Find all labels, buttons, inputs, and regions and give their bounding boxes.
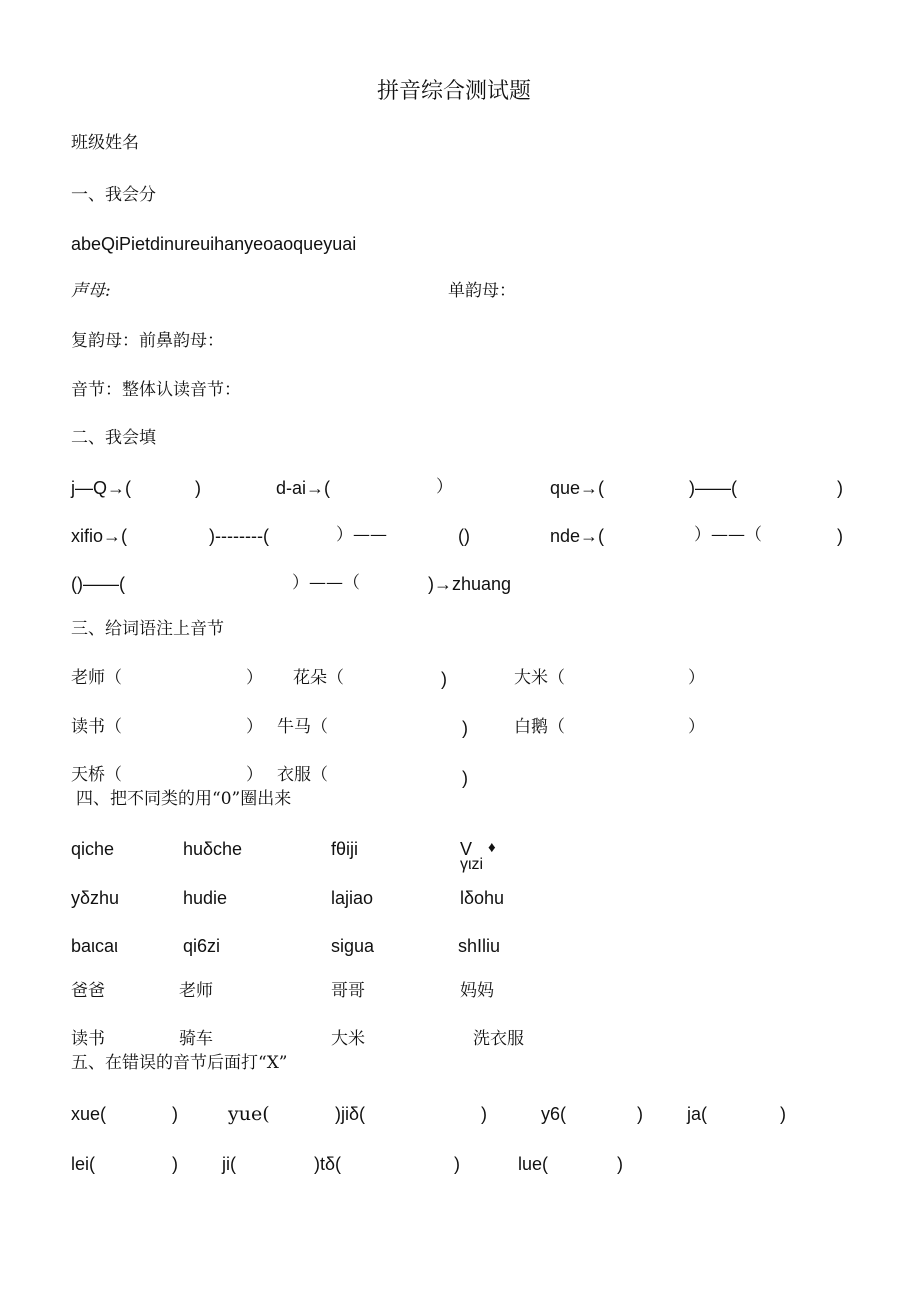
fill-item: ） — [436, 477, 453, 497]
word-item: 洗衣服 — [473, 1029, 524, 1049]
word-item: 爸爸 — [71, 981, 105, 1001]
syllable-item: lue( — [518, 1154, 549, 1174]
fuyunmu-label: 复韵母：前鼻韵母： — [71, 331, 224, 351]
page-title: 拼音综合测试题 — [377, 79, 532, 104]
syllable-item: xue( — [71, 1104, 107, 1124]
pinyin-item: γιzi — [460, 856, 484, 873]
fill-item: que→( — [550, 478, 605, 498]
syllable-item: lei( — [71, 1154, 96, 1174]
word-item: ） — [246, 717, 263, 737]
word-item: 读书（ — [71, 717, 122, 737]
word-item: 大米（ — [514, 668, 565, 688]
word-item: 哥哥 — [331, 981, 365, 1001]
section4-heading: 四、把不同类的用“0”圈出来 — [76, 789, 292, 809]
fill-item: () — [458, 526, 470, 546]
pinyin-item: huδche — [183, 839, 243, 859]
pinyin-item: baιcaι — [71, 936, 119, 956]
syllable-item: ja( — [687, 1104, 708, 1124]
word-item: ) — [441, 669, 447, 689]
syllable-item: )tδ( — [314, 1154, 342, 1174]
word-item: 老师（ — [71, 668, 122, 688]
syllable-item: ) — [481, 1104, 487, 1124]
pinyin-item: fθiji — [331, 839, 359, 859]
section1-heading: 一、我会分 — [71, 185, 156, 205]
word-item: ) — [462, 718, 468, 738]
pinyin-item: sigua — [331, 936, 375, 956]
section2-heading: 二、我会填 — [71, 428, 156, 448]
syllable-item: ) — [172, 1104, 178, 1124]
word-item: 老师 — [179, 981, 213, 1001]
word-item: 衣服（ — [277, 765, 328, 785]
syllable-item: yue( — [228, 1103, 270, 1125]
word-item: 大米 — [331, 1029, 365, 1049]
word-item: 白鹅（ — [514, 717, 565, 737]
fill-item: d-ai→( — [276, 478, 331, 498]
fill-item: ()——( — [71, 574, 125, 594]
pinyin-item: lajiao — [331, 888, 374, 908]
pinyin-item: hudie — [183, 888, 228, 908]
word-item: 花朵（ — [293, 668, 344, 688]
fill-item: ) — [195, 478, 201, 498]
fill-item: ) — [837, 478, 843, 498]
fill-item: )--------( — [209, 526, 269, 546]
syllable-item: ) — [637, 1104, 643, 1124]
diamond-icon: ♦ — [488, 839, 496, 856]
word-item: 妈妈 — [460, 981, 494, 1001]
word-item: ) — [462, 768, 468, 788]
pinyin-item: qi6zi — [183, 936, 221, 956]
fill-item: nde→( — [550, 526, 605, 546]
pinyin-item: shIliu — [458, 936, 501, 956]
fill-item: ）——（ — [694, 525, 762, 545]
fill-item: j—Q→( — [71, 478, 131, 498]
yinjie-label: 音节：整体认读音节： — [71, 380, 241, 400]
fill-item: ）—— — [336, 525, 387, 545]
pinyin-item: V — [460, 839, 473, 859]
pinyin-item: yδzhu — [71, 888, 120, 908]
word-item: ） — [246, 668, 263, 688]
syllable-item: ) — [172, 1154, 178, 1174]
fill-item: ）——（ — [292, 573, 360, 593]
word-item: ） — [688, 668, 705, 688]
word-item: 天桥（ — [71, 765, 122, 785]
word-item: 骑车 — [179, 1029, 213, 1049]
word-item: ） — [246, 765, 263, 785]
word-item: 牛马（ — [277, 717, 328, 737]
syllable-item: y6( — [541, 1104, 567, 1124]
syllable-item: ji( — [222, 1154, 236, 1174]
syllable-item: ) — [780, 1104, 786, 1124]
pinyin-item: lδohu — [460, 888, 505, 908]
fill-item: xifio→( — [71, 526, 128, 546]
word-item: 读书 — [71, 1029, 105, 1049]
word-item: ） — [688, 717, 705, 737]
section3-heading: 三、给词语注上音节 — [71, 619, 224, 639]
shengmu-label: 声母: — [71, 281, 111, 301]
fill-item: ) — [837, 526, 843, 546]
letters-line: abeQiPietdinureuihanyeoaoqueyuai — [71, 234, 357, 254]
danyunmu-label: 单韵母： — [448, 281, 516, 301]
syllable-item: ) — [617, 1154, 623, 1174]
fill-item: )——( — [689, 478, 737, 498]
fill-item: )→zhuang — [428, 574, 512, 594]
pinyin-item: qiche — [71, 839, 115, 859]
section5-heading: 五、在错误的音节后面打“X” — [71, 1053, 288, 1073]
syllable-item: ) — [454, 1154, 460, 1174]
syllable-item: )jiδ( — [335, 1104, 366, 1124]
class-name-line: 班级姓名 — [71, 133, 139, 153]
